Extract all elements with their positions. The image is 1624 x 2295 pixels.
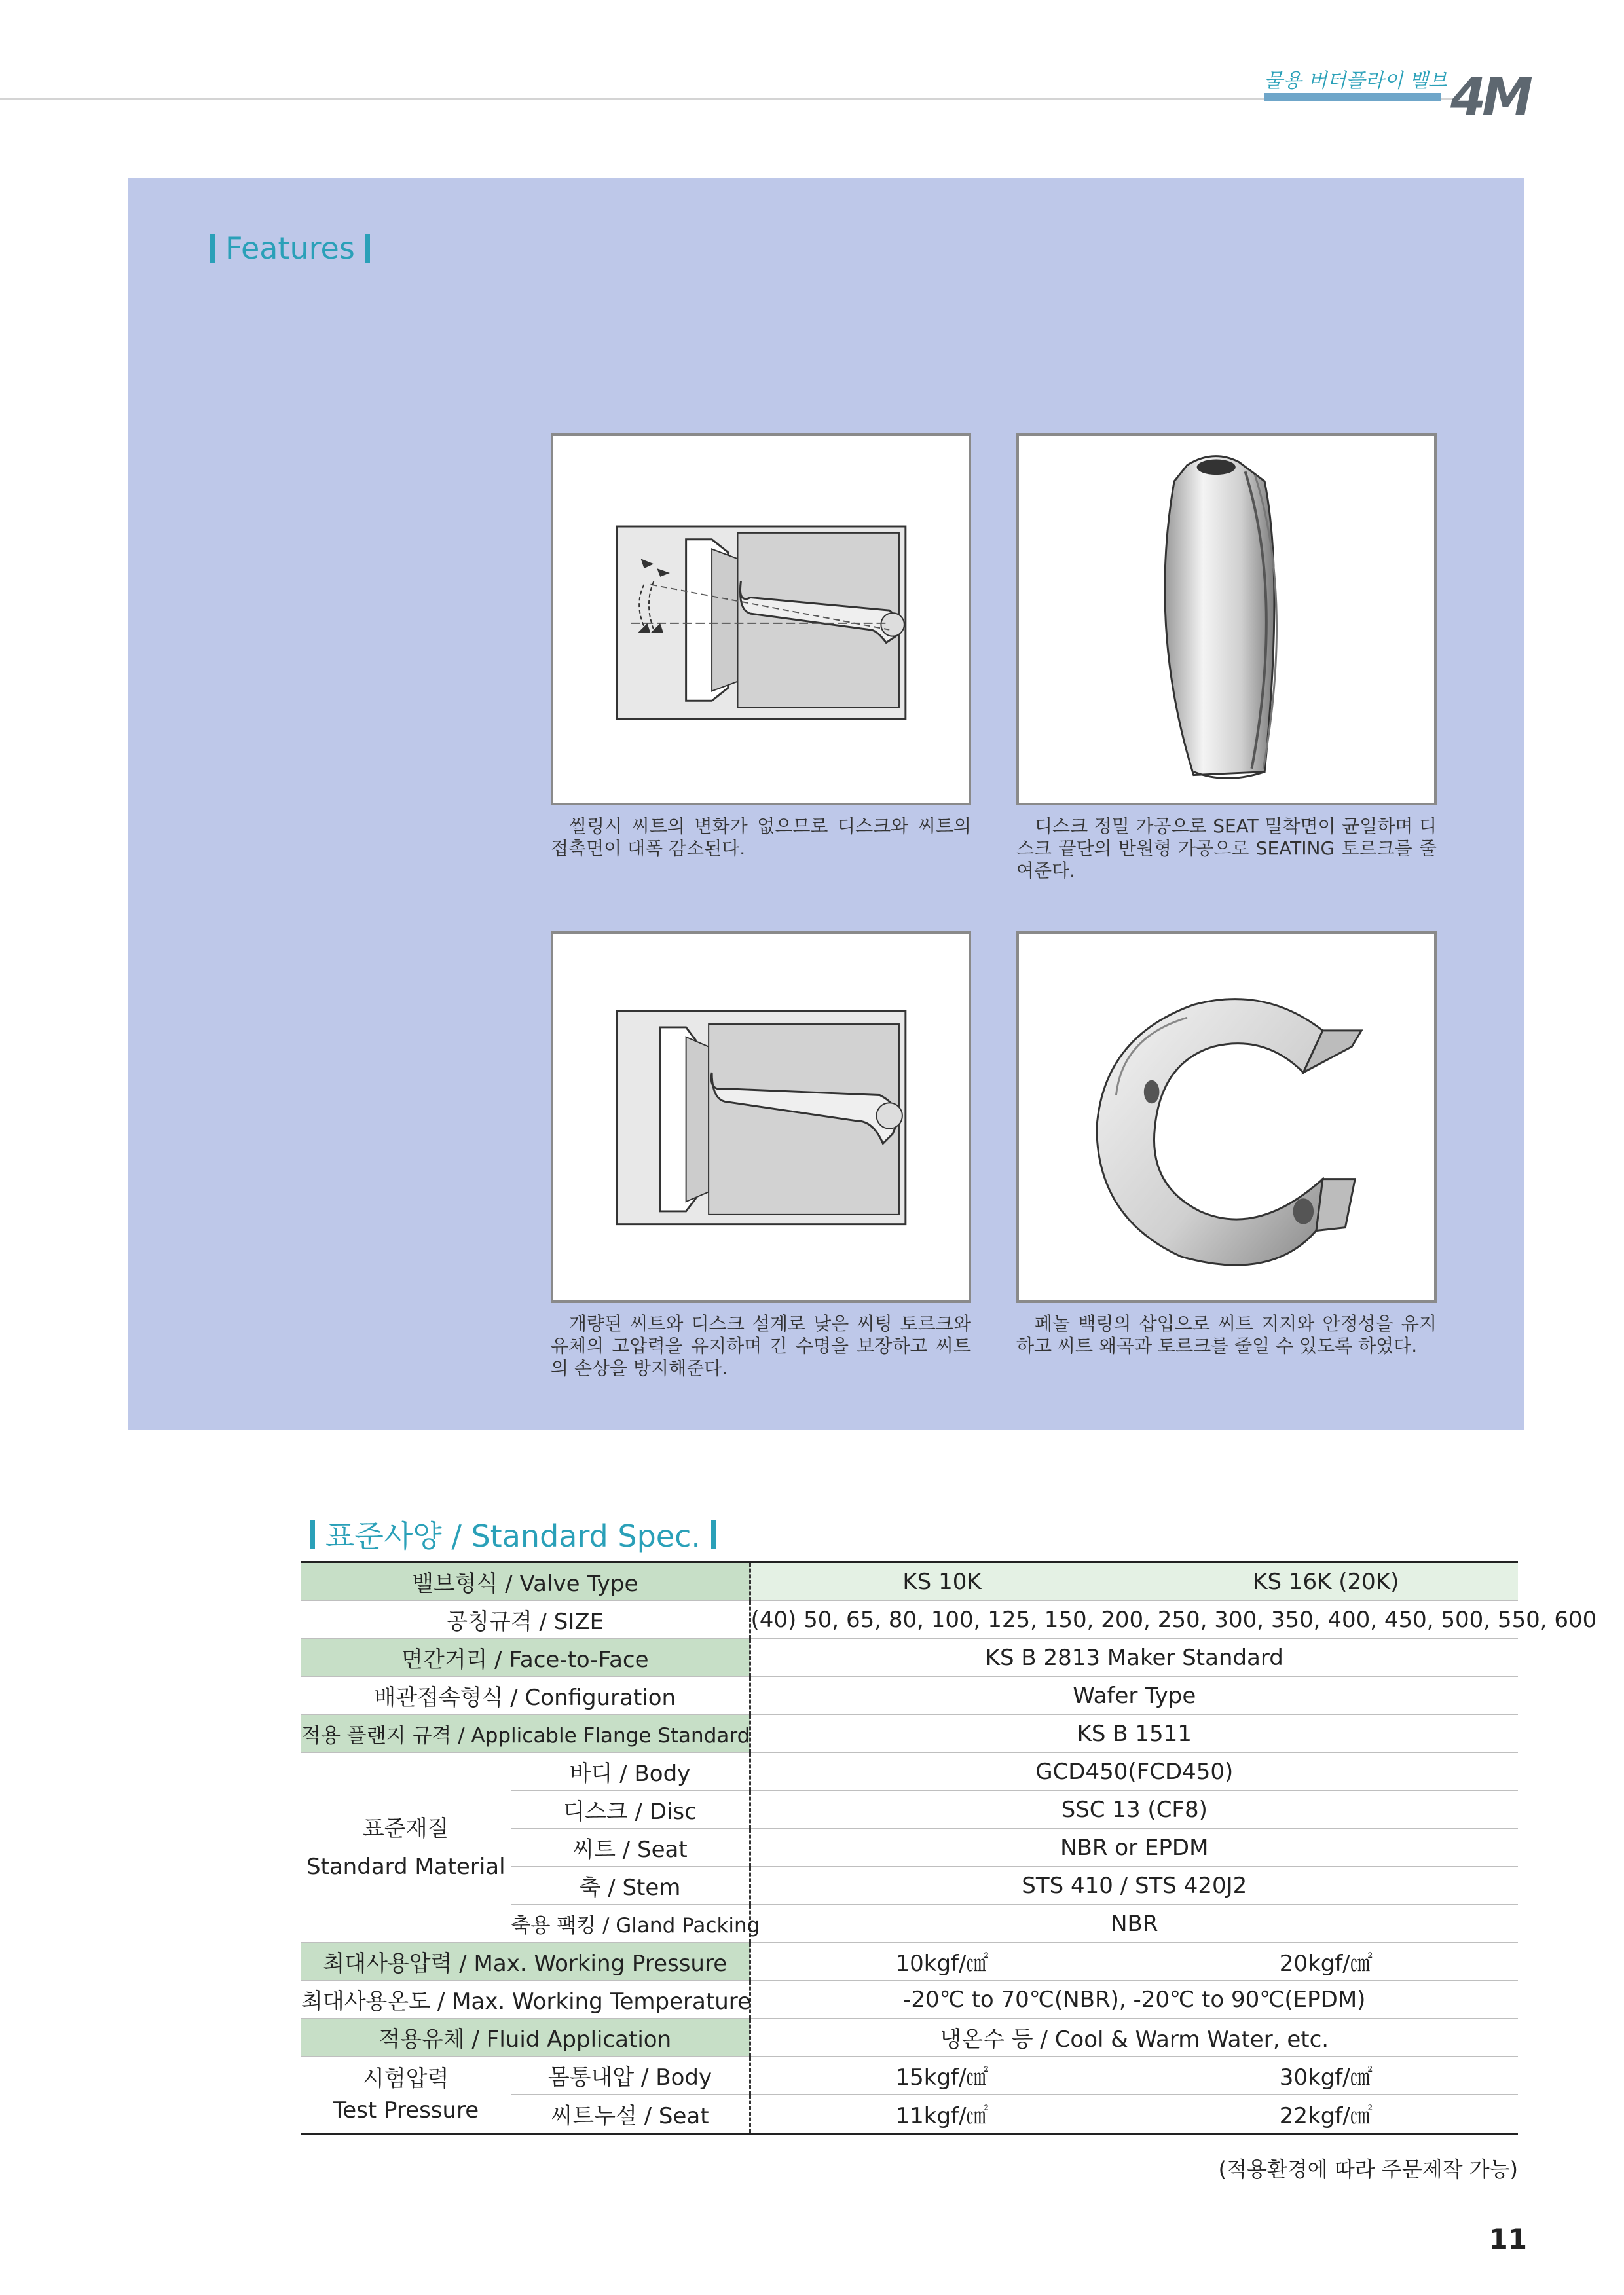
body-value: GCD450(FCD450) — [750, 1753, 1518, 1791]
section-label-bar — [1264, 93, 1441, 101]
test-pressure-label: 시험압력 Test Pressure — [301, 2057, 511, 2134]
valve-type-label: 밸브형식 / Valve Type — [301, 1562, 750, 1601]
test-body-16k: 30kgf/㎠ — [1134, 2057, 1518, 2095]
fluid-value: 냉온수 등 / Cool & Warm Water, etc. — [750, 2019, 1518, 2057]
test-body-label: 몸통내압 / Body — [511, 2057, 750, 2095]
page-number: 11 — [1488, 2223, 1527, 2255]
table-row — [301, 1943, 1518, 1981]
ks16k-header: KS 16K (20K) — [1134, 1562, 1518, 1601]
table-row — [301, 1677, 1518, 1715]
test-seat-16k: 22kgf/㎠ — [1134, 2095, 1518, 2134]
disc-label: 디스크 / Disc — [511, 1791, 750, 1829]
ks10k-header: KS 10K — [750, 1562, 1134, 1601]
feature-caption-3: 개량된 씨트와 디스크 설계로 낮은 씨팅 토르크와 유체의 고압력을 유지하며 긴 수명을 보장하고 씨트의 손상을 방지해준다. — [551, 1313, 971, 1379]
table-row — [301, 1981, 1518, 2019]
table-row — [301, 1562, 1518, 1601]
feature-caption-2: 디스크 정밀 가공으로 SEAT 밀착면이 균일하며 디스크 끝단의 반원형 가공으로 SEATING 토르크를 줄여준다. — [1016, 815, 1437, 881]
stem-value: STS 410 / STS 420J2 — [750, 1867, 1518, 1905]
spec-table — [301, 1561, 1597, 2135]
table-row — [301, 1601, 1518, 1639]
pressure-16k: 20kgf/㎠ — [1134, 1943, 1518, 1981]
feature-image-phenolic-ring — [1016, 931, 1437, 1303]
feature-caption-1: 씰링시 씨트의 변화가 없으므로 디스크와 씨트의 접촉면이 대폭 감소된다. — [551, 815, 971, 859]
feature-caption-4: 페놀 백링의 삽입으로 씨트 지지와 안정성을 유지하고 씨트 왜곡과 토르크를 줄일 수 있도록 하였다. — [1016, 1313, 1437, 1357]
seat-value: NBR or EPDM — [750, 1829, 1518, 1867]
fluid-label: 적용유체 / Fluid Application — [301, 2019, 750, 2057]
features-panel — [128, 178, 1524, 1430]
test-seat-10k: 11kgf/㎠ — [750, 2095, 1134, 2134]
header-rule — [0, 98, 1460, 100]
table-row — [301, 2019, 1518, 2057]
section-label: 물용 버터플라이 밸브 — [1264, 69, 1447, 92]
table-row — [301, 2057, 1518, 2095]
table-row — [301, 1639, 1518, 1677]
test-body-10k: 15kgf/㎠ — [750, 2057, 1134, 2095]
feature-image-seat-contact — [551, 433, 971, 805]
temp-label: 최대사용온도 / Max. Working Temperature — [301, 1981, 750, 2019]
size-value: (40) 50, 65, 80, 100, 125, 150, 200, 250, 300, 350, 400, 450, 500, 550, 600 — [750, 1601, 1518, 1639]
seat-label: 씨트 / Seat — [511, 1829, 750, 1867]
gland-label: 축용 팩킹 / Gland Packing — [511, 1905, 750, 1943]
stem-label: 축 / Stem — [511, 1867, 750, 1905]
body-label: 바디 / Body — [511, 1753, 750, 1791]
config-label: 배관접속형식 / Configuration — [301, 1677, 750, 1715]
feature-image-disc-edge — [1016, 433, 1437, 805]
temp-value: -20℃ to 70℃(NBR), -20℃ to 90℃(EPDM) — [750, 1981, 1518, 2019]
custom-order-note: (적용환경에 따라 주문제작 가능) — [1218, 2157, 1518, 2182]
feature-image-seat-design — [551, 931, 971, 1303]
flange-value: KS B 1511 — [750, 1715, 1518, 1753]
pressure-label: 최대사용압력 / Max. Working Pressure — [301, 1943, 750, 1981]
gland-value: NBR — [750, 1905, 1518, 1943]
disc-value: SSC 13 (CF8) — [750, 1791, 1518, 1829]
features-title: Features — [200, 230, 380, 266]
flange-label: 적용 플랜지 규격 / Applicable Flange Standard — [301, 1715, 750, 1753]
brand-logo: 4M — [1450, 68, 1529, 127]
test-seat-label: 씨트누설 / Seat — [511, 2095, 750, 2134]
material-label: 표준재질 Standard Material — [301, 1753, 511, 1943]
pressure-10k: 10kgf/㎠ — [750, 1943, 1134, 1981]
table-row — [301, 1753, 1518, 1791]
size-label: 공칭규격 / SIZE — [301, 1601, 750, 1639]
ftf-label: 면간거리 / Face-to-Face — [301, 1639, 750, 1677]
table-row — [301, 1715, 1518, 1753]
config-value: Wafer Type — [750, 1677, 1518, 1715]
spec-title: 표준사양 / Standard Spec. — [300, 1513, 726, 1556]
ftf-value: KS B 2813 Maker Standard — [750, 1639, 1518, 1677]
